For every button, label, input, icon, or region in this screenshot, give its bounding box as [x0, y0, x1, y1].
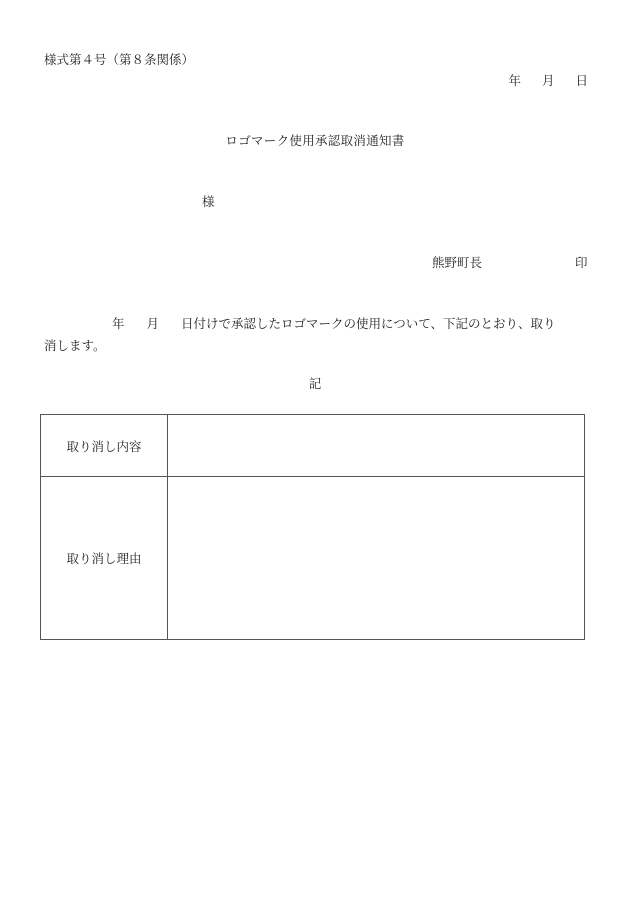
detail-table — [40, 414, 585, 640]
date-day: 日 — [575, 73, 588, 88]
ki-heading: 記 — [308, 376, 322, 391]
sender-name: 熊野町長 — [432, 255, 483, 270]
body-year: 年 — [112, 316, 125, 331]
body-sentence: 日付けで承認したロゴマークの使用について、下記のとおり、取り — [181, 316, 556, 331]
table-row-reason — [41, 477, 585, 640]
date-line — [508, 73, 588, 89]
date-year: 年 — [508, 73, 521, 88]
content-label: 取り消し内容 — [41, 415, 168, 477]
table-row-content — [41, 415, 585, 477]
body-text-line-1 — [112, 316, 556, 332]
content-value — [168, 415, 585, 477]
reason-label: 取り消し理由 — [41, 477, 168, 640]
form-number: 様式第４号（第８条関係） — [44, 52, 195, 67]
recipient-honorific: 様 — [202, 194, 215, 209]
body-month: 月 — [146, 316, 160, 331]
date-month: 月 — [541, 73, 555, 88]
seal-mark: 印 — [575, 255, 588, 270]
document-title: ロゴマーク使用承認取消通知書 — [225, 133, 405, 148]
body-text-line-2: 消します。 — [44, 338, 106, 353]
reason-value — [168, 477, 585, 640]
